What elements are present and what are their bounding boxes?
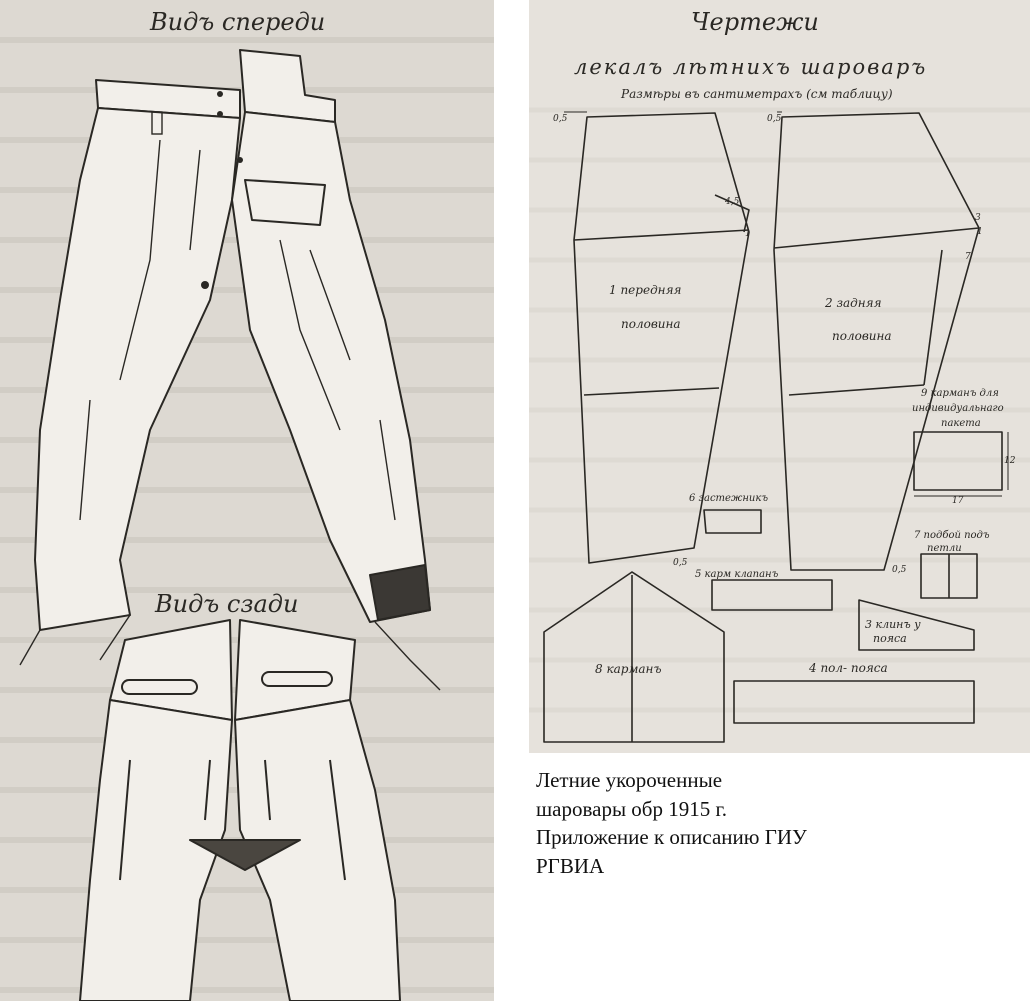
front-view-title: Видъ спереди [150,8,326,36]
wedge-label-2: пояса [873,632,907,645]
dimension-lines [564,112,1008,496]
big-pocket-label: 8 карманъ [595,662,662,676]
waistband-piece [734,681,974,723]
pocket-label-1: 9 карманъ для [921,388,999,399]
dim-7: 7 [965,252,971,262]
dim-3: 3 [975,213,981,223]
drawings-heading: Чертежи [691,8,819,36]
pattern-outlines [544,113,1002,742]
zastezhnik-label: 6 застежникъ [689,493,768,504]
back-half-label-2: половина [832,329,892,343]
pocket-label-2: индивидуальнаго [912,403,1004,414]
caption-line-1: Летние укороченные [536,768,723,792]
pocket-label-3: пакета [941,418,981,429]
flap-label: 5 карм клапанъ [695,569,779,580]
loop-facing-label-1: 7 подбой подъ [914,530,990,541]
back-half-label-1: 2 задняя [825,296,882,310]
dim-1-back: 1 [977,227,983,237]
big-pocket-piece [544,572,724,742]
caption-line-3: Приложение к описанию ГИУ [536,825,807,849]
pattern-drawings [529,0,1030,753]
back-view-trousers [80,620,400,1001]
dim-4-5: 4,5 [725,197,740,207]
back-view-title: Видъ сзади [155,590,299,618]
flap-piece [712,580,832,610]
wedge-label-1: 3 клинъ у [865,618,921,631]
dim-1-front: 1 [745,229,751,239]
dim-front-top: 0,5 [553,114,568,124]
drawings-subtitle: лекалъ лѣтнихъ шароваръ [574,55,928,79]
caption-line-2: шаровары обр 1915 г. [536,796,727,821]
pattern-drawings-panel [529,0,1030,753]
caption-line-4: РГВИА [536,853,605,878]
drawings-note: Размѣры въ сантиметрахъ (см таблицу) [621,87,893,101]
dim-back-top: 0,5 [767,114,782,124]
trousers-illustration-panel [0,0,494,1001]
front-half-label-1: 1 передняя [609,283,682,297]
dim-12: 12 [1004,456,1016,466]
dim-17: 17 [952,496,964,506]
dim-back-bottom: 0,5 [892,565,907,575]
figure-caption [536,766,896,880]
dim-front-bottom: 0,5 [673,558,688,568]
waistband-label: 4 пол- пояса [809,661,888,675]
zastezhnik-piece [704,510,761,533]
loop-facing-label-2: петли [927,543,962,554]
front-half-label-2: половина [621,317,681,331]
trousers-illustration [0,0,494,1001]
